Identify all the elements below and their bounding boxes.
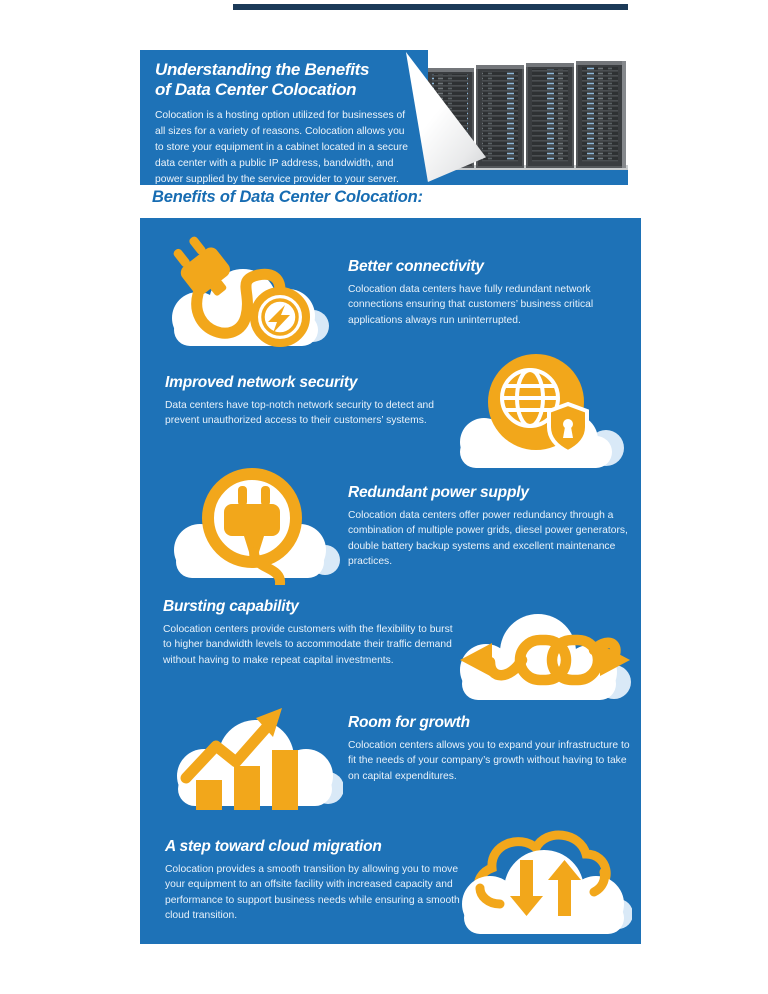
benefit-section xyxy=(165,838,467,924)
cloud-migration-arrows-icon xyxy=(446,808,632,938)
benefit-title: Redundant power supply xyxy=(348,484,529,501)
page-title xyxy=(155,60,413,100)
benefit-section xyxy=(348,258,622,328)
benefit-description: Colocation data centers offer power redundancy through a combination of multiple power grids, diesel power generators, double battery backup systems and excellent maintenance practices. xyxy=(348,510,628,568)
benefit-description: Colocation centers provide customers with the flexibility to burst to higher bandwidth levels to accommodate their traffic demand without having to make repeat capital investments. xyxy=(163,624,453,666)
globe-shield-cloud-icon xyxy=(448,352,630,476)
benefits-heading: Benefits of Data Center Colocation: xyxy=(152,188,423,206)
plug-ring-cloud-icon xyxy=(160,462,340,585)
server-cabinet xyxy=(476,65,524,168)
intro-paragraph: Colocation is a hosting option utilized for businesses of all sizes for a variety of reasons. Colocation allows you to store your equipment in a cabinet located in a secure data center with a public IP address, bandwidth, and power supplied by the service provider to your server. xyxy=(155,110,408,185)
benefit-section xyxy=(165,374,457,429)
benefit-description: Colocation data centers have fully redundant network connections ensuring that customers’ business critical applications always run uninterrupted. xyxy=(348,284,594,326)
benefit-description: Colocation centers allows you to expand your infrastructure to fit the needs of your company’s growth without having to take on capital expenditures. xyxy=(348,740,630,782)
benefit-title: Bursting capability xyxy=(163,598,299,615)
benefit-section xyxy=(163,598,461,668)
top-edge-strip xyxy=(233,4,628,10)
benefit-section xyxy=(348,484,628,570)
benefits-panel xyxy=(140,218,641,944)
growth-chart-cloud-icon xyxy=(160,692,343,815)
title-box xyxy=(140,50,428,185)
server-cabinet xyxy=(526,63,574,168)
benefit-description: Colocation provides a smooth transition by allowing you to move your equipment to an offsite facility with increased capacity and performance to support business needs while ensuring a smooth cloud transition. xyxy=(165,864,460,922)
benefit-title: Improved network security xyxy=(165,374,358,391)
page-title-line2: of Data Center Colocation xyxy=(155,80,357,100)
plug-lightning-cloud-icon xyxy=(158,228,334,354)
chain-arrows-cloud-icon xyxy=(446,588,632,712)
server-cabinet xyxy=(576,61,626,168)
benefit-title: Room for growth xyxy=(348,714,470,731)
benefit-section xyxy=(348,714,632,784)
benefit-title: A step toward cloud migration xyxy=(165,838,382,855)
page-title-line1: Understanding the Benefits xyxy=(155,60,370,79)
benefit-description: Data centers have top-notch network security to detect and prevent unauthorized access to their customers’ systems. xyxy=(165,400,435,427)
benefit-title: Better connectivity xyxy=(348,258,484,275)
